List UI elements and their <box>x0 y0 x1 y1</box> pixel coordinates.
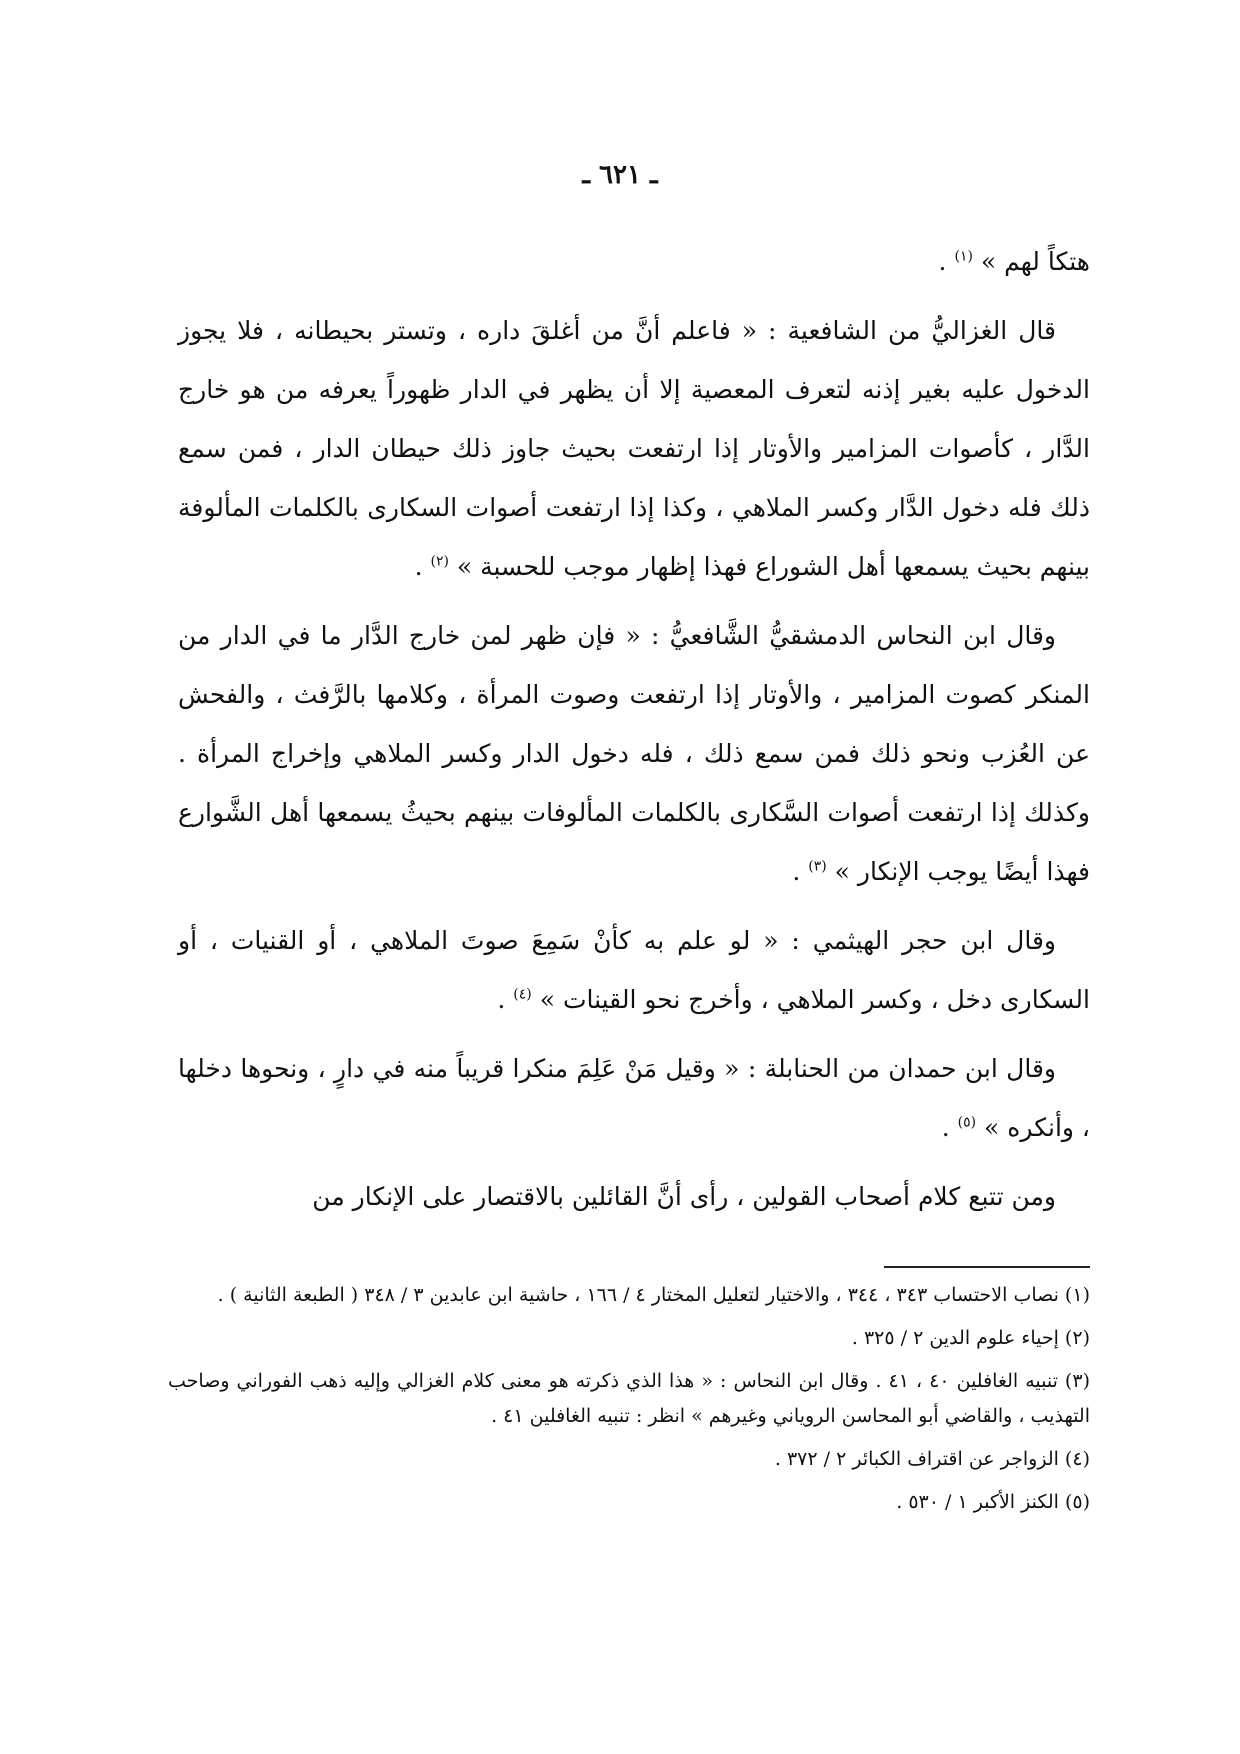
paragraph-3 <box>178 606 1090 901</box>
paragraph-text: ومن تتبع كلام أصحاب القولين ، رأى أنَّ القائلين بالاقتصار على الإنكار من <box>312 1182 1056 1211</box>
footnote-2: (٢) إحياء علوم الدين ٢ / ٣٢٥ . <box>851 1327 1090 1349</box>
footnote-reference: (٥) <box>957 1114 977 1131</box>
paragraph-2 <box>178 301 1090 596</box>
footnote-divider <box>884 1266 1090 1268</box>
footnote-1: (١) نصاب الاحتساب ٣٤٣ ، ٣٤٤ ، والاختيار لتعليل المختار ٤ / ١٦٦ ، حاشية ابن عابدين ٣ / ٣٤٨ ( الطبعة الثانية ) . <box>217 1284 1090 1306</box>
paragraph-text: وقال ابن حمدان من الحنابلة : « وقيل مَنْ عَلِمَ منكرا قريباً منه في دارٍ ، ونحوها دخلها ، وأنكره » <box>178 1054 1090 1142</box>
footnotes <box>168 1278 1090 1528</box>
paragraph-text: قال الغزاليُّ من الشافعية : « فاعلم أنَّ من أغلقَ داره ، وتستر بحيطانه ، فلا يجوز الدخول عليه بغير إذنه لتعرف المعصية إلا أن يظهر في الدار ظهوراً يعرفه من هو خارج الدَّار ، كأصوات المزامير والأوتار إذا ارتفعت بحيث جاوز ذلك حيطان الدار ، فمن سمع ذلك فله دخول الدَّار وكسر الملاهي ، وكذا إذا ارتفعت أصوات السكارى بالكلمات المألوفة بينهم بحيث يسمعها أهل الشوراع فهذا إظهار موجب للحسبة » <box>178 316 1090 581</box>
paragraph-tail: . <box>497 985 514 1014</box>
paragraph-tail: . <box>414 552 431 581</box>
body-text <box>178 232 1090 1236</box>
paragraph-5 <box>178 1039 1090 1157</box>
paragraph-tail: . <box>941 1113 958 1142</box>
footnote-4: (٤) الزواجر عن اقتراف الكبائر ٢ / ٣٧٢ . <box>774 1448 1090 1470</box>
paragraph-4 <box>178 911 1090 1029</box>
paragraph-6 <box>178 1167 1090 1226</box>
footnote-reference: (٤) <box>513 986 532 1003</box>
paragraph-tail: . <box>938 247 955 276</box>
paragraph-text: هتكاً لهم » <box>972 247 1090 276</box>
footnote-reference: (٣) <box>808 858 827 875</box>
footnote-reference: (١) <box>954 248 973 265</box>
footnote-5: (٥) الكنز الأكبر ١ / ٥٣٠ . <box>896 1491 1090 1513</box>
paragraph-tail: . <box>792 857 809 886</box>
footnote-reference: (٢) <box>430 553 449 570</box>
page-number: ـ ٦٢١ ـ <box>582 160 658 190</box>
paragraph-text: وقال ابن النحاس الدمشقيُّ الشَّافعيُّ : « فإن ظهر لمن خارج الدَّار ما في الدار من المنكر كصوت المزامير ، والأوتار إذا ارتفعت وصوت المرأة ، وكلامها بالرَّفث ، والفحش عن العُزب ونحو ذلك فمن سمع ذلك ، فله دخول الدار وكسر الملاهي وإخراج المرأة . وكذلك إذا ارتفعت أصوات السَّكارى بالكلمات المألوفات بينهم بحيثُ يسمعها أهل الشَّوارع فهذا أيضًا يوجب الإنكار » <box>178 621 1090 886</box>
paragraph-text: وقال ابن حجر الهيثمي : « لو علم به كأنْ سَمِعَ صوتَ الملاهي ، أو القنيات ، أو السكارى دخل ، وكسر الملاهي ، وأخرج نحو القينات » <box>178 926 1090 1014</box>
footnote-3: (٣) تنبيه الغافلين ٤٠ ، ٤١ . وقال ابن النحاس : « هذا الذي ذكرته هو معنى كلام الغزالي وإليه ذهب الفوراني وصاحب التهذيب ، والقاضي أبو المحاسن الروياني وغيرهم » انظر : تنبيه الغافلين ٤١ . <box>168 1370 1090 1427</box>
paragraph-1 <box>178 232 1090 291</box>
